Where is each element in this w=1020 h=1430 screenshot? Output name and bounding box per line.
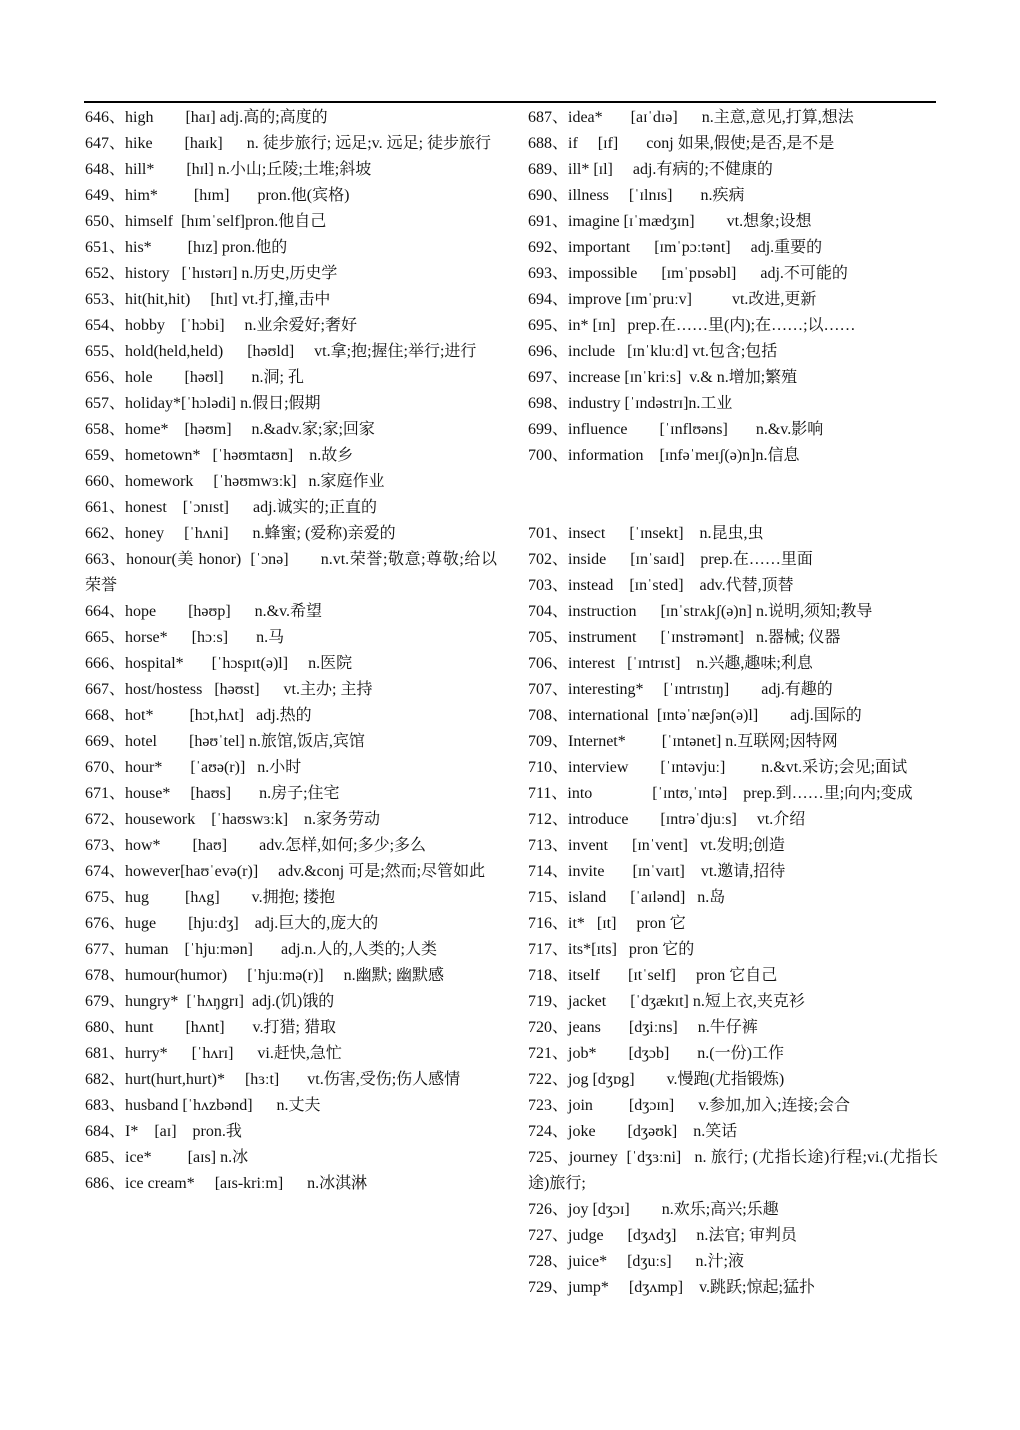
vocab-entry: 671、house* [haʊs] n.房子;住宅	[85, 785, 340, 802]
vocab-entry: 700、information [ɪnfəˈmeɪʃ(ə)n]n.信息	[528, 447, 800, 464]
vocab-entry: 677、human [ˈhjuːmən] adj.n.人的,人类的;人类	[85, 941, 437, 958]
vocab-entry: 694、improve [ɪmˈpruːv] vt.改进,更新	[528, 291, 817, 308]
vocab-entry: 702、inside [ɪnˈsaɪd] prep.在……里面	[528, 551, 813, 568]
vocab-entry: 679、hungry* [ˈhʌŋgrɪ] adj.(饥)饿的	[85, 993, 335, 1010]
vocab-entry: 692、important [ɪmˈpɔːtənt] adj.重要的	[528, 239, 823, 256]
vocab-entry: 717、its*[ɪts] pron 它的	[528, 941, 695, 958]
vocab-entry: 704、instruction [ɪnˈstrʌkʃ(ə)n] n.说明,须知;教导	[528, 603, 873, 620]
vocab-entry: 689、ill* [ɪl] adj.有病的;不健康的	[528, 161, 773, 178]
vocab-entry: 701、insect [ˈɪnsekt] n.昆虫,虫	[528, 525, 764, 542]
right-column	[528, 105, 938, 1301]
vocab-entry: 666、hospital* [ˈhɔspɪt(ə)l] n.医院	[85, 655, 353, 672]
vocab-entry: 711、into [ˈɪntʊ,ˈɪntə] prep.到……里;向内;变成	[528, 785, 913, 802]
vocab-entry: 658、home* [həʊm] n.&adv.家;家;回家	[85, 421, 375, 438]
vocab-entry: 729、jump* [dʒʌmp] v.跳跃;惊起;猛扑	[528, 1279, 815, 1296]
vocab-entry: 693、impossible [ɪmˈpɒsəbl] adj.不可能的	[528, 265, 848, 282]
vocab-entry: 649、him* [hɪm] pron.他(宾格)	[85, 187, 350, 204]
vocab-entry: 691、imagine [ɪˈmædʒɪn] vt.想象;设想	[528, 213, 812, 230]
vocab-entry: 672、housework [ˈhaʊswɜːk] n.家务劳动	[85, 811, 381, 828]
vocab-entry: 724、joke [dʒəʊk] n.笑话	[528, 1123, 738, 1140]
vocab-entry: 684、I* [aɪ] pron.我	[85, 1123, 242, 1140]
vocab-entry: 670、hour* [ˈaʊə(r)] n.小时	[85, 759, 302, 776]
vocab-entry: 728、juice* [dʒuːs] n.汁;液	[528, 1253, 744, 1270]
vocab-entry: 699、influence [ˈɪnflʊəns] n.&v.影响	[528, 421, 824, 438]
vocab-entry: 673、how* [haʊ] adv.怎样,如何;多少;多么	[85, 837, 427, 854]
vocab-entry: 708、international [ɪntəˈnæʃən(ə)l] adj.国际的	[528, 707, 862, 724]
vocab-entry: 668、hot* [hɔt,hʌt] adj.热的	[85, 707, 312, 724]
section-gap	[528, 469, 938, 521]
vocab-entry: 712、introduce [ɪntrəˈdjuːs] vt.介绍	[528, 811, 806, 828]
vocab-entry: 714、invite [ɪnˈvaɪt] vt.邀请,招待	[528, 863, 786, 880]
vocab-entry: 710、interview [ˈɪntəvjuː] n.&vt.采访;会见;面试	[528, 759, 908, 776]
vocab-entry: 685、ice* [aɪs] n.冰	[85, 1149, 249, 1166]
vocab-entry: 653、hit(hit,hit) [hɪt] vt.打,撞,击中	[85, 291, 331, 308]
vocab-entry: 705、instrument [ˈɪnstrəmənt] n.器械; 仪器	[528, 629, 841, 646]
vocab-entry: 709、Internet* [ˈɪntənet] n.互联网;因特网	[528, 733, 838, 750]
vocab-entry: 719、jacket [ˈdʒækɪt] n.短上衣,夹克衫	[528, 993, 805, 1010]
vocab-entry: 688、if [ɪf] conj 如果,假使;是否,是不是	[528, 135, 835, 152]
vocab-entry: 664、hope [həʊp] n.&v.希望	[85, 603, 323, 620]
vocab-entry: 723、join [dʒɔɪn] v.参加,加入;连接;会合	[528, 1097, 851, 1114]
vocab-entry: 662、honey [ˈhʌni] n.蜂蜜; (爱称)亲爱的	[85, 525, 396, 542]
vocab-entry: 682、hurt(hurt,hurt)* [hɜːt] vt.伤害,受伤;伤人感情	[85, 1071, 461, 1088]
vocab-entry: 695、in* [ɪn] prep.在……里(内);在……;以……	[528, 317, 856, 334]
vocab-entry: 690、illness [ˈɪlnɪs] n.疾病	[528, 187, 745, 204]
vocab-entry: 656、hole [həʊl] n.洞; 孔	[85, 369, 304, 386]
vocab-entry: 681、hurry* [ˈhʌrɪ] vi.赶快,急忙	[85, 1045, 342, 1062]
vocab-entry: 725、journey [ˈdʒɜːni] n. 旅行; (尤指长途)行程;vi.(尤指长途)旅行;	[528, 1149, 938, 1192]
vocab-entry: 686、ice cream* [aɪs-kriːm] n.冰淇淋	[85, 1175, 368, 1192]
vocab-entry: 697、increase [ɪnˈkriːs] v.& n.增加;繁殖	[528, 369, 798, 386]
vocab-entry: 676、huge [hjuːdʒ] adj.巨大的,庞大的	[85, 915, 379, 932]
vocab-entry: 651、his* [hɪz] pron.他的	[85, 239, 288, 256]
vocab-entry: 647、hike [haɪk] n. 徒步旅行; 远足;v. 远足; 徒步旅行	[85, 135, 492, 152]
vocab-entry: 669、hotel [həʊˈtel] n.旅馆,饭店,宾馆	[85, 733, 365, 750]
vocab-entry: 675、hug [hʌg] v.拥抱; 搂抱	[85, 889, 336, 906]
vocab-entry: 680、hunt [hʌnt] v.打猎; 猎取	[85, 1019, 336, 1036]
vocab-entry: 678、humour(humor) [ˈhjuːmə(r)] n.幽默; 幽默感	[85, 967, 445, 984]
vocab-entry: 648、hill* [hɪl] n.小山;丘陵;土堆;斜坡	[85, 161, 372, 178]
vocab-entry: 707、interesting* [ˈɪntrɪstɪŋ] adj.有趣的	[528, 681, 833, 698]
vocab-entry: 654、hobby [ˈhɔbi] n.业余爱好;奢好	[85, 317, 357, 334]
vocab-entry: 667、host/hostess [həʊst] vt.主办; 主持	[85, 681, 373, 698]
vocab-entry: 706、interest [ˈɪntrɪst] n.兴趣,趣味;利息	[528, 655, 813, 672]
header-rule	[84, 101, 936, 103]
vocab-entry: 713、invent [ɪnˈvent] vt.发明;创造	[528, 837, 785, 854]
vocab-entry: 727、judge [dʒʌdʒ] n.法官; 审判员	[528, 1227, 797, 1244]
vocab-entry: 716、it* [ɪt] pron 它	[528, 915, 686, 932]
right-column-group-a	[528, 105, 938, 469]
vocab-entry: 703、instead [ɪnˈsted] adv.代替,顶替	[528, 577, 794, 594]
vocab-entry: 718、itself [ɪtˈself] pron 它自己	[528, 967, 778, 984]
vocab-entry: 660、homework [ˈhəʊmwɜːk] n.家庭作业	[85, 473, 385, 490]
vocab-entry: 655、hold(held,held) [həʊld] vt.拿;抱;握住;举行;进行	[85, 343, 477, 360]
vocab-entry: 652、history [ˈhɪstərɪ] n.历史,历史学	[85, 265, 338, 282]
vocab-entry: 657、holiday*[ˈhɔlədi] n.假日;假期	[85, 395, 321, 412]
vocab-entry: 646、high [haɪ] adj.高的;高度的	[85, 109, 328, 126]
vocab-entry: 665、horse* [hɔːs] n.马	[85, 629, 285, 646]
vocab-entry: 659、hometown* [ˈhəʊmtaʊn] n.故乡	[85, 447, 354, 464]
vocab-entry: 722、jog [dʒɒg] v.慢跑(尤指锻炼)	[528, 1071, 785, 1088]
vocab-entry: 663、honour(美 honor) [ˈɔnə] n.vt.荣誉;敬意;尊敬;给以荣誉	[85, 551, 497, 594]
vocab-entry: 687、idea* [aɪˈdɪə] n.主意,意见,打算,想法	[528, 109, 854, 126]
vocab-entry: 721、job* [dʒɔb] n.(一份)工作	[528, 1045, 784, 1062]
left-column	[85, 105, 497, 1197]
vocab-entry: 683、husband [ˈhʌzbənd] n.丈夫	[85, 1097, 321, 1114]
vocab-entry: 650、himself [hɪmˈself]pron.他自己	[85, 213, 327, 230]
right-column-group-b	[528, 521, 938, 1301]
vocab-entry: 720、jeans [dʒiːns] n.牛仔裤	[528, 1019, 758, 1036]
vocab-entry: 674、however[haʊˈevə(r)] adv.&conj 可是;然而;尽管如此	[85, 863, 486, 880]
vocab-entry: 696、include [ɪnˈkluːd] vt.包含;包括	[528, 343, 778, 360]
vocab-entry: 698、industry [ˈɪndəstrɪ]n.工业	[528, 395, 733, 412]
vocab-entry: 726、joy [dʒɔɪ] n.欢乐;高兴;乐趣	[528, 1201, 779, 1218]
vocab-entry: 661、honest [ˈɔnɪst] adj.诚实的;正直的	[85, 499, 377, 516]
vocab-entry: 715、island [ˈaɪlənd] n.岛	[528, 889, 726, 906]
